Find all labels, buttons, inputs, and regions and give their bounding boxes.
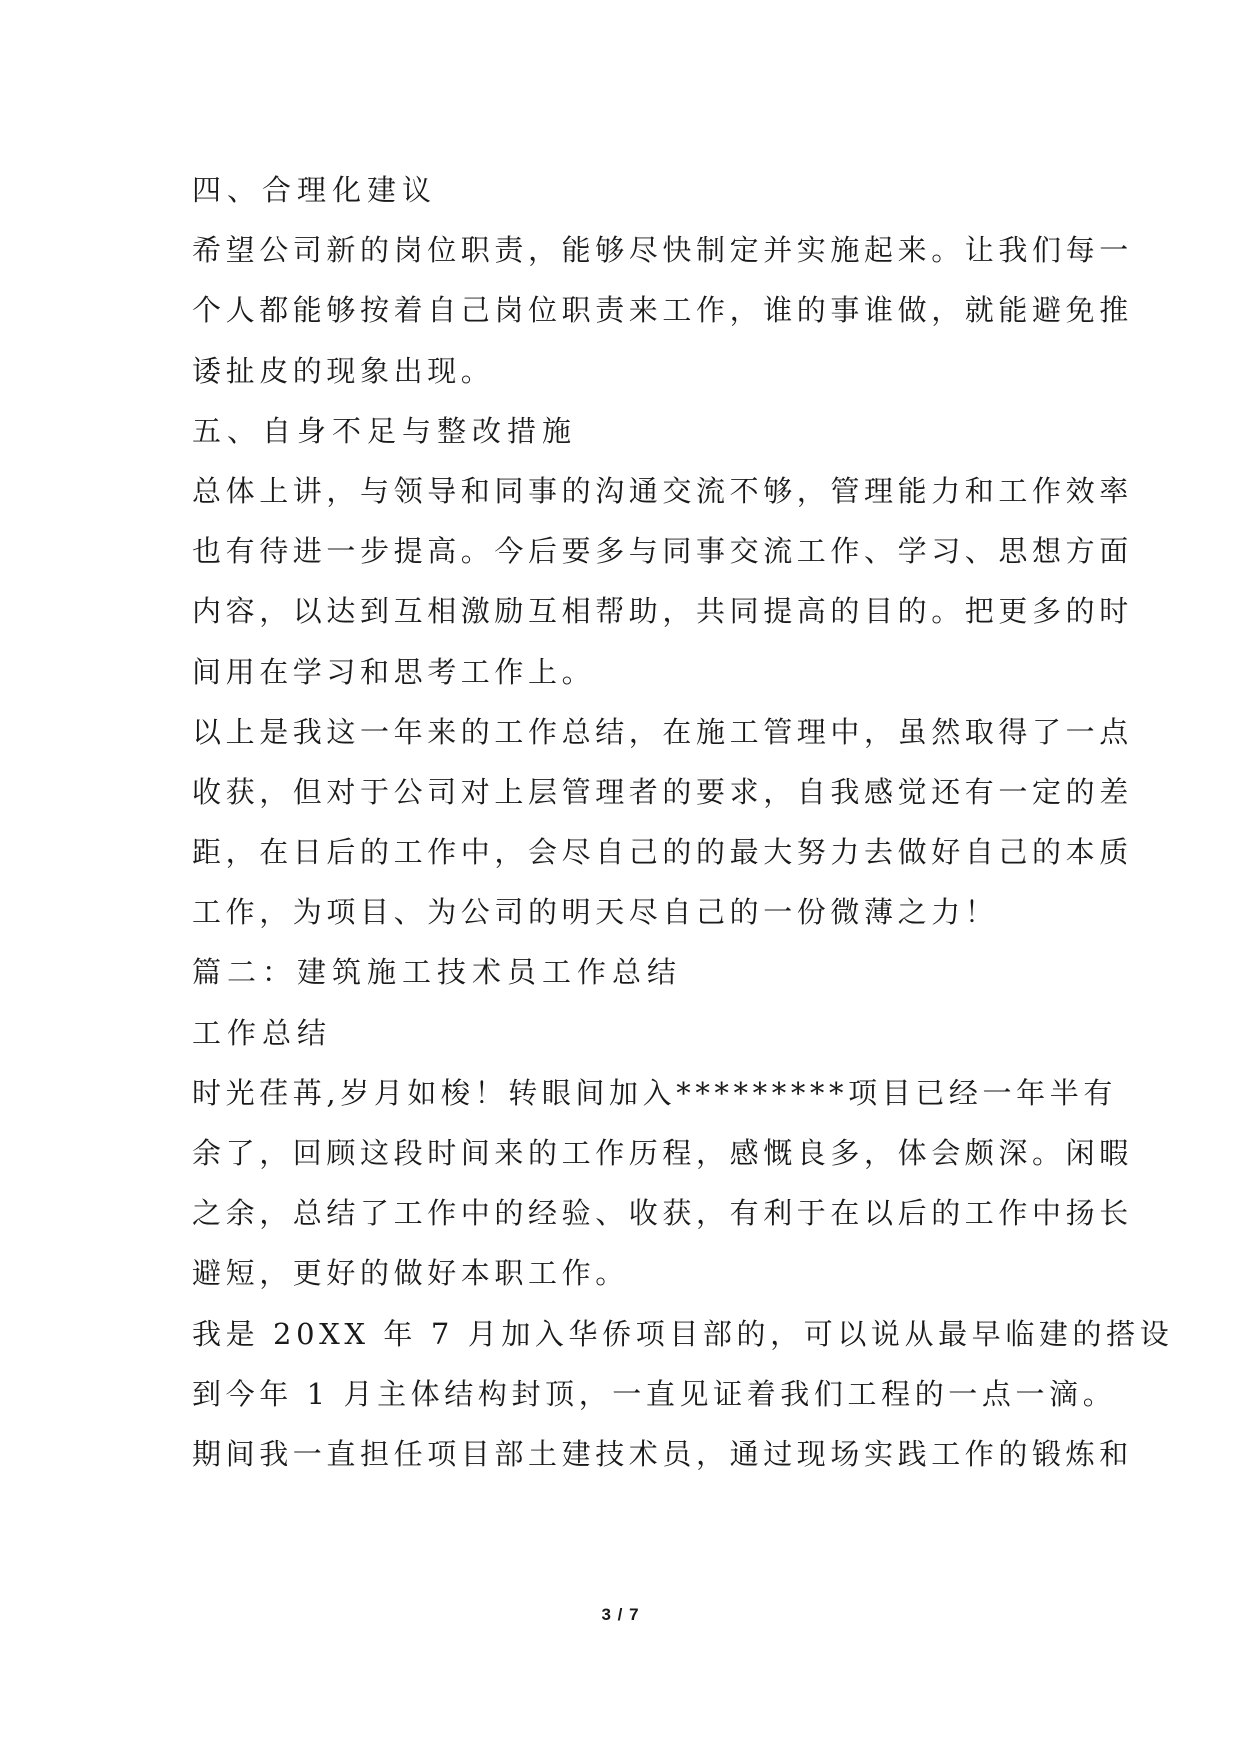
chapter-heading-part-two: 篇二：建筑施工技术员工作总结 bbox=[192, 955, 683, 990]
paragraph-line: 也有待进一步提高。今后要多与同事交流工作、学习、思想方面 bbox=[192, 534, 1133, 569]
subheading-work-summary: 工作总结 bbox=[192, 1015, 333, 1050]
paragraph-line: 工作，为项目、为公司的明天尽自己的一份微薄之力！ bbox=[192, 895, 999, 930]
paragraph-line: 期间我一直担任项目部土建技术员，通过现场实践工作的锻炼和 bbox=[192, 1436, 1133, 1471]
paragraph-line: 以上是我这一年来的工作总结，在施工管理中，虽然取得了一点 bbox=[192, 714, 1133, 749]
paragraph-line: 诿扯皮的现象出现。 bbox=[192, 353, 495, 388]
paragraph-line: 个人都能够按着自己岗位职责来工作，谁的事谁做，就能避免推 bbox=[192, 293, 1133, 328]
paragraph-line: 时光荏苒,岁月如梭！转眼间加入*********项目已经一年半有 bbox=[192, 1075, 1117, 1110]
paragraph-line: 距，在日后的工作中，会尽自己的的最大努力去做好自己的本质 bbox=[192, 835, 1133, 870]
page-number: 3 / 7 bbox=[601, 1605, 640, 1624]
paragraph-line: 希望公司新的岗位职责，能够尽快制定并实施起来。让我们每一 bbox=[192, 233, 1133, 268]
paragraph-line: 余了，回顾这段时间来的工作历程，感慨良多，体会颇深。闲暇 bbox=[192, 1136, 1133, 1170]
document-body bbox=[192, 160, 1174, 1484]
section-heading-shortcomings: 五、自身不足与整改措施 bbox=[192, 413, 578, 448]
section-heading-suggestions: 四、合理化建议 bbox=[192, 173, 438, 207]
paragraph-line: 收获，但对于公司对上层管理者的要求，自我感觉还有一定的差 bbox=[192, 774, 1133, 809]
paragraph-line: 我是 20XX 年 7 月加入华侨项目部的，可以说从最早临建的搭设 bbox=[192, 1316, 1174, 1351]
paragraph-line: 间用在学习和思考工作上。 bbox=[192, 654, 596, 689]
paragraph-line: 避短，更好的做好本职工作。 bbox=[192, 1256, 629, 1291]
paragraph-line: 内容，以达到互相激励互相帮助，共同提高的目的。把更多的时 bbox=[192, 594, 1133, 629]
paragraph-line: 之余，总结了工作中的经验、收获，有利于在以后的工作中扬长 bbox=[192, 1196, 1133, 1231]
paragraph-line: 总体上讲，与领导和同事的沟通交流不够，管理能力和工作效率 bbox=[192, 473, 1133, 508]
paragraph-line: 到今年 1 月主体结构封顶，一直见证着我们工程的一点一滴。 bbox=[192, 1376, 1117, 1411]
